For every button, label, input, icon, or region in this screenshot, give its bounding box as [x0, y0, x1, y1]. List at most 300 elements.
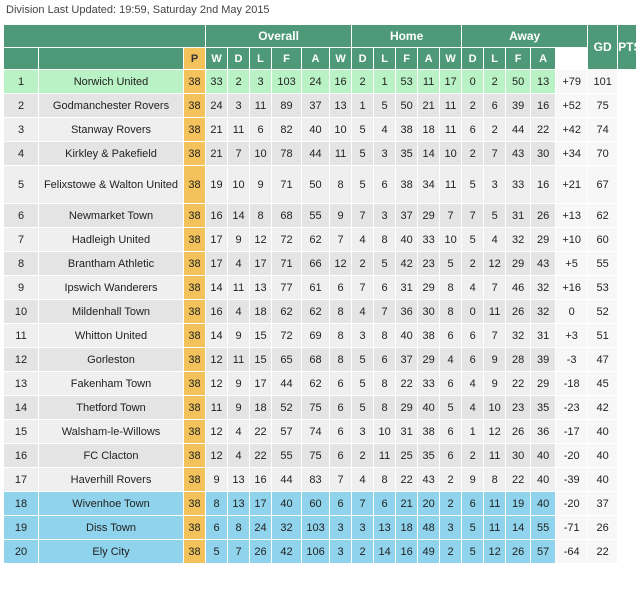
- home-for-cell: 40: [396, 324, 418, 348]
- points-cell: 74: [588, 118, 618, 142]
- gd-header: GD: [588, 25, 618, 70]
- away-for-cell: 22: [506, 372, 531, 396]
- table-row: [4, 204, 637, 228]
- home-for-cell: 53: [396, 70, 418, 94]
- overall-drawn-cell: 2: [228, 70, 250, 94]
- overall-lost-cell: 22: [250, 420, 272, 444]
- overall-against-cell: 61: [302, 276, 330, 300]
- away-for-cell: 32: [506, 324, 531, 348]
- points-cell: 26: [588, 516, 618, 540]
- away-against-cell: 29: [531, 372, 556, 396]
- team-name: Kirkley & Pakefield: [39, 142, 184, 166]
- position-cell: 15: [4, 420, 39, 444]
- home-against-cell: 14: [418, 142, 440, 166]
- home-won-header: W: [330, 48, 352, 70]
- away-won-cell: 11: [440, 94, 462, 118]
- points-cell: 67: [588, 166, 618, 204]
- points-cell: 47: [588, 348, 618, 372]
- home-lost-cell: 13: [374, 516, 396, 540]
- overall-against-cell: 74: [302, 420, 330, 444]
- table-row: [4, 276, 637, 300]
- overall-for-cell: 57: [272, 420, 302, 444]
- home-lost-cell: 7: [374, 300, 396, 324]
- away-against-cell: 32: [531, 276, 556, 300]
- points-cell: 51: [588, 324, 618, 348]
- team-name: Ely City: [39, 540, 184, 564]
- position-cell: 12: [4, 348, 39, 372]
- overall-for-cell: 44: [272, 468, 302, 492]
- away-drawn-cell: 2: [462, 252, 484, 276]
- home-against-header: A: [418, 48, 440, 70]
- away-lost-cell: 12: [484, 252, 506, 276]
- position-cell: 18: [4, 492, 39, 516]
- overall-won-cell: 33: [206, 70, 228, 94]
- home-won-cell: 3: [330, 516, 352, 540]
- overall-against-cell: 24: [302, 70, 330, 94]
- away-won-cell: 5: [440, 396, 462, 420]
- played-column-header: P: [184, 48, 206, 70]
- away-drawn-cell: 4: [462, 276, 484, 300]
- away-for-cell: 32: [506, 228, 531, 252]
- played-cell: 38: [184, 228, 206, 252]
- away-drawn-cell: 6: [462, 492, 484, 516]
- overall-against-cell: 75: [302, 396, 330, 420]
- home-against-cell: 29: [418, 276, 440, 300]
- home-drawn-cell: 3: [352, 516, 374, 540]
- team-name: Wivenhoe Town: [39, 492, 184, 516]
- played-cell: 38: [184, 348, 206, 372]
- goal-difference-cell: -20: [556, 492, 588, 516]
- position-cell: 5: [4, 166, 39, 204]
- home-lost-cell: 6: [374, 166, 396, 204]
- overall-won-cell: 21: [206, 118, 228, 142]
- table-row: [4, 252, 637, 276]
- points-cell: 101: [588, 70, 618, 94]
- goal-difference-cell: +3: [556, 324, 588, 348]
- overall-against-cell: 66: [302, 252, 330, 276]
- away-for-cell: 46: [506, 276, 531, 300]
- home-against-cell: 43: [418, 468, 440, 492]
- away-won-cell: 5: [440, 252, 462, 276]
- overall-lost-cell: 22: [250, 444, 272, 468]
- home-won-cell: 9: [330, 204, 352, 228]
- home-for-header: F: [396, 48, 418, 70]
- away-against-cell: 26: [531, 204, 556, 228]
- played-cell: 38: [184, 276, 206, 300]
- overall-for-header: F: [272, 48, 302, 70]
- team-name: FC Clacton: [39, 444, 184, 468]
- overall-drawn-header: D: [228, 48, 250, 70]
- table-row: [4, 70, 637, 94]
- home-against-cell: 33: [418, 372, 440, 396]
- away-drawn-cell: 5: [462, 540, 484, 564]
- overall-against-cell: 68: [302, 348, 330, 372]
- overall-against-cell: 37: [302, 94, 330, 118]
- overall-against-cell: 62: [302, 372, 330, 396]
- home-against-cell: 30: [418, 300, 440, 324]
- overall-for-cell: 32: [272, 516, 302, 540]
- home-lost-cell: 6: [374, 492, 396, 516]
- away-lost-cell: 10: [484, 396, 506, 420]
- points-cell: 40: [588, 468, 618, 492]
- overall-for-cell: 62: [272, 300, 302, 324]
- played-cell: 38: [184, 468, 206, 492]
- goal-difference-cell: +52: [556, 94, 588, 118]
- away-against-cell: 55: [531, 516, 556, 540]
- played-cell: 38: [184, 372, 206, 396]
- position-cell: 20: [4, 540, 39, 564]
- overall-against-cell: 75: [302, 444, 330, 468]
- overall-won-cell: 24: [206, 94, 228, 118]
- team-name: Brantham Athletic: [39, 252, 184, 276]
- goal-difference-cell: -20: [556, 444, 588, 468]
- away-for-cell: 29: [506, 252, 531, 276]
- overall-won-cell: 12: [206, 348, 228, 372]
- home-drawn-cell: 5: [352, 396, 374, 420]
- overall-drawn-cell: 4: [228, 300, 250, 324]
- overall-lost-cell: 12: [250, 228, 272, 252]
- away-won-header: W: [440, 48, 462, 70]
- overall-lost-cell: 11: [250, 94, 272, 118]
- away-header: Away: [462, 25, 588, 48]
- away-drawn-cell: 9: [462, 468, 484, 492]
- away-against-cell: 35: [531, 396, 556, 420]
- away-for-cell: 33: [506, 166, 531, 204]
- home-against-cell: 48: [418, 516, 440, 540]
- goal-difference-cell: 0: [556, 300, 588, 324]
- played-cell: 38: [184, 252, 206, 276]
- overall-lost-cell: 26: [250, 540, 272, 564]
- played-cell: 38: [184, 118, 206, 142]
- overall-against-cell: 44: [302, 142, 330, 166]
- overall-drawn-cell: 13: [228, 492, 250, 516]
- home-lost-cell: 6: [374, 276, 396, 300]
- table-row: [4, 396, 637, 420]
- overall-won-header: W: [206, 48, 228, 70]
- team-name: Stanway Rovers: [39, 118, 184, 142]
- home-drawn-cell: 4: [352, 300, 374, 324]
- points-cell: 53: [588, 276, 618, 300]
- overall-won-cell: 12: [206, 444, 228, 468]
- played-cell: 38: [184, 94, 206, 118]
- home-drawn-cell: 7: [352, 204, 374, 228]
- overall-drawn-cell: 9: [228, 324, 250, 348]
- home-for-cell: 22: [396, 372, 418, 396]
- away-against-cell: 16: [531, 166, 556, 204]
- points-cell: 60: [588, 228, 618, 252]
- overall-won-cell: 5: [206, 540, 228, 564]
- home-drawn-cell: 2: [352, 444, 374, 468]
- away-against-header: A: [531, 48, 556, 70]
- overall-for-cell: 89: [272, 94, 302, 118]
- goal-difference-cell: +16: [556, 276, 588, 300]
- team-name: Whitton United: [39, 324, 184, 348]
- home-drawn-cell: 5: [352, 348, 374, 372]
- overall-against-header: A: [302, 48, 330, 70]
- away-won-cell: 7: [440, 204, 462, 228]
- overall-drawn-cell: 9: [228, 396, 250, 420]
- away-won-cell: 8: [440, 300, 462, 324]
- home-lost-cell: 8: [374, 396, 396, 420]
- home-header: Home: [352, 25, 462, 48]
- home-for-cell: 35: [396, 142, 418, 166]
- away-for-header: F: [506, 48, 531, 70]
- away-won-cell: 4: [440, 348, 462, 372]
- played-cell: 38: [184, 142, 206, 166]
- team-name: Walsham-le-Willows: [39, 420, 184, 444]
- away-won-cell: 10: [440, 228, 462, 252]
- home-lost-cell: 11: [374, 444, 396, 468]
- points-cell: 62: [588, 204, 618, 228]
- played-cell: 38: [184, 396, 206, 420]
- home-lost-cell: 3: [374, 204, 396, 228]
- home-drawn-cell: 1: [352, 94, 374, 118]
- overall-drawn-cell: 8: [228, 516, 250, 540]
- overall-against-cell: 83: [302, 468, 330, 492]
- overall-drawn-cell: 11: [228, 348, 250, 372]
- overall-for-cell: 72: [272, 324, 302, 348]
- overall-won-cell: 12: [206, 420, 228, 444]
- away-lost-cell: 6: [484, 94, 506, 118]
- home-won-cell: 7: [330, 468, 352, 492]
- team-name: Newmarket Town: [39, 204, 184, 228]
- home-won-cell: 6: [330, 492, 352, 516]
- home-lost-cell: 3: [374, 142, 396, 166]
- header-spacer: [4, 25, 206, 48]
- overall-drawn-cell: 3: [228, 94, 250, 118]
- home-for-cell: 50: [396, 94, 418, 118]
- home-drawn-cell: 7: [352, 276, 374, 300]
- home-for-cell: 29: [396, 396, 418, 420]
- away-lost-cell: 12: [484, 420, 506, 444]
- away-against-cell: 36: [531, 420, 556, 444]
- away-for-cell: 22: [506, 468, 531, 492]
- goal-difference-cell: +79: [556, 70, 588, 94]
- played-cell: 38: [184, 420, 206, 444]
- position-cell: 3: [4, 118, 39, 142]
- away-lost-cell: 9: [484, 372, 506, 396]
- away-lost-cell: 11: [484, 492, 506, 516]
- away-lost-cell: 11: [484, 444, 506, 468]
- position-cell: 4: [4, 142, 39, 166]
- overall-for-cell: 65: [272, 348, 302, 372]
- away-against-cell: 39: [531, 348, 556, 372]
- overall-for-cell: 71: [272, 252, 302, 276]
- home-won-cell: 10: [330, 118, 352, 142]
- overall-lost-cell: 18: [250, 300, 272, 324]
- played-cell: 38: [184, 204, 206, 228]
- position-cell: 14: [4, 396, 39, 420]
- team-name: Ipswich Wanderers: [39, 276, 184, 300]
- played-cell: 38: [184, 540, 206, 564]
- position-cell: 11: [4, 324, 39, 348]
- home-for-cell: 22: [396, 468, 418, 492]
- away-against-cell: 40: [531, 444, 556, 468]
- away-against-cell: 29: [531, 228, 556, 252]
- home-for-cell: 37: [396, 348, 418, 372]
- home-lost-cell: 6: [374, 348, 396, 372]
- away-for-cell: 26: [506, 540, 531, 564]
- goal-difference-cell: -18: [556, 372, 588, 396]
- overall-drawn-cell: 4: [228, 444, 250, 468]
- overall-drawn-cell: 7: [228, 540, 250, 564]
- home-won-cell: 3: [330, 540, 352, 564]
- position-cell: 13: [4, 372, 39, 396]
- home-against-cell: 29: [418, 348, 440, 372]
- home-won-cell: 6: [330, 396, 352, 420]
- away-drawn-cell: 0: [462, 70, 484, 94]
- table-row: [4, 118, 637, 142]
- overall-drawn-cell: 4: [228, 252, 250, 276]
- away-against-cell: 43: [531, 252, 556, 276]
- played-cell: 38: [184, 300, 206, 324]
- team-name: Fakenham Town: [39, 372, 184, 396]
- home-drawn-cell: 4: [352, 468, 374, 492]
- home-won-cell: 8: [330, 348, 352, 372]
- overall-lost-cell: 17: [250, 372, 272, 396]
- away-won-cell: 17: [440, 70, 462, 94]
- away-against-cell: 13: [531, 70, 556, 94]
- team-name: Gorleston: [39, 348, 184, 372]
- away-against-cell: 40: [531, 492, 556, 516]
- home-drawn-cell: 4: [352, 228, 374, 252]
- overall-won-cell: 14: [206, 324, 228, 348]
- away-lost-cell: 12: [484, 540, 506, 564]
- overall-against-cell: 40: [302, 118, 330, 142]
- overall-lost-cell: 16: [250, 468, 272, 492]
- position-cell: 16: [4, 444, 39, 468]
- away-for-cell: 30: [506, 444, 531, 468]
- overall-lost-cell: 6: [250, 118, 272, 142]
- table-row: [4, 228, 637, 252]
- away-for-cell: 23: [506, 396, 531, 420]
- home-won-cell: 11: [330, 142, 352, 166]
- overall-drawn-cell: 13: [228, 468, 250, 492]
- position-cell: 10: [4, 300, 39, 324]
- points-cell: 40: [588, 444, 618, 468]
- overall-won-cell: 16: [206, 300, 228, 324]
- home-drawn-cell: 7: [352, 492, 374, 516]
- away-won-cell: 2: [440, 492, 462, 516]
- away-won-cell: 11: [440, 118, 462, 142]
- overall-lost-cell: 3: [250, 70, 272, 94]
- overall-drawn-cell: 10: [228, 166, 250, 204]
- goal-difference-cell: -71: [556, 516, 588, 540]
- away-drawn-cell: 5: [462, 516, 484, 540]
- away-drawn-cell: 6: [462, 348, 484, 372]
- away-drawn-cell: 2: [462, 444, 484, 468]
- away-drawn-cell: 6: [462, 324, 484, 348]
- home-for-cell: 42: [396, 252, 418, 276]
- team-name: Haverhill Rovers: [39, 468, 184, 492]
- position-cell: 17: [4, 468, 39, 492]
- away-won-cell: 10: [440, 142, 462, 166]
- table-row: [4, 94, 637, 118]
- overall-for-cell: 42: [272, 540, 302, 564]
- table-row: [4, 300, 637, 324]
- away-won-cell: 6: [440, 324, 462, 348]
- overall-against-cell: 106: [302, 540, 330, 564]
- table-row: [4, 420, 637, 444]
- away-lost-cell: 5: [484, 204, 506, 228]
- home-lost-cell: 5: [374, 94, 396, 118]
- away-lost-cell: 7: [484, 142, 506, 166]
- played-cell: 38: [184, 166, 206, 204]
- home-for-cell: 31: [396, 276, 418, 300]
- home-lost-cell: 8: [374, 468, 396, 492]
- away-lost-cell: 11: [484, 516, 506, 540]
- away-lost-cell: 4: [484, 228, 506, 252]
- overall-for-cell: 68: [272, 204, 302, 228]
- overall-lost-cell: 17: [250, 252, 272, 276]
- points-cell: 75: [588, 94, 618, 118]
- points-cell: 22: [588, 540, 618, 564]
- overall-won-cell: 16: [206, 204, 228, 228]
- home-against-cell: 29: [418, 204, 440, 228]
- table-row: [4, 142, 637, 166]
- points-cell: 37: [588, 492, 618, 516]
- away-lost-cell: 3: [484, 166, 506, 204]
- team-name: Mildenhall Town: [39, 300, 184, 324]
- table-row: [4, 348, 637, 372]
- position-cell: 7: [4, 228, 39, 252]
- home-drawn-cell: 5: [352, 118, 374, 142]
- home-drawn-cell: 5: [352, 372, 374, 396]
- position-cell: 8: [4, 252, 39, 276]
- home-won-cell: 6: [330, 444, 352, 468]
- goal-difference-cell: +21: [556, 166, 588, 204]
- home-drawn-cell: 2: [352, 70, 374, 94]
- home-lost-cell: 8: [374, 228, 396, 252]
- away-against-cell: 32: [531, 300, 556, 324]
- away-for-cell: 26: [506, 420, 531, 444]
- goal-difference-cell: -3: [556, 348, 588, 372]
- home-for-cell: 37: [396, 204, 418, 228]
- table-row: [4, 516, 637, 540]
- home-drawn-cell: 2: [352, 252, 374, 276]
- away-lost-cell: 8: [484, 468, 506, 492]
- overall-won-cell: 19: [206, 166, 228, 204]
- played-cell: 38: [184, 516, 206, 540]
- away-won-cell: 6: [440, 372, 462, 396]
- overall-won-cell: 17: [206, 228, 228, 252]
- home-for-cell: 36: [396, 300, 418, 324]
- away-won-cell: 3: [440, 516, 462, 540]
- home-won-cell: 8: [330, 300, 352, 324]
- home-for-cell: 38: [396, 166, 418, 204]
- away-for-cell: 44: [506, 118, 531, 142]
- away-against-cell: 31: [531, 324, 556, 348]
- away-won-cell: 2: [440, 468, 462, 492]
- away-won-cell: 8: [440, 276, 462, 300]
- overall-lost-cell: 15: [250, 324, 272, 348]
- points-cell: 40: [588, 420, 618, 444]
- home-against-cell: 23: [418, 252, 440, 276]
- home-against-cell: 35: [418, 444, 440, 468]
- league-table: [3, 24, 642, 564]
- home-for-cell: 40: [396, 228, 418, 252]
- home-for-cell: 25: [396, 444, 418, 468]
- home-for-cell: 16: [396, 540, 418, 564]
- overall-lost-cell: 13: [250, 276, 272, 300]
- away-for-cell: 39: [506, 94, 531, 118]
- points-cell: 55: [588, 252, 618, 276]
- overall-lost-cell: 24: [250, 516, 272, 540]
- away-against-cell: 30: [531, 142, 556, 166]
- home-won-cell: 13: [330, 94, 352, 118]
- away-won-cell: 6: [440, 444, 462, 468]
- home-won-cell: 12: [330, 252, 352, 276]
